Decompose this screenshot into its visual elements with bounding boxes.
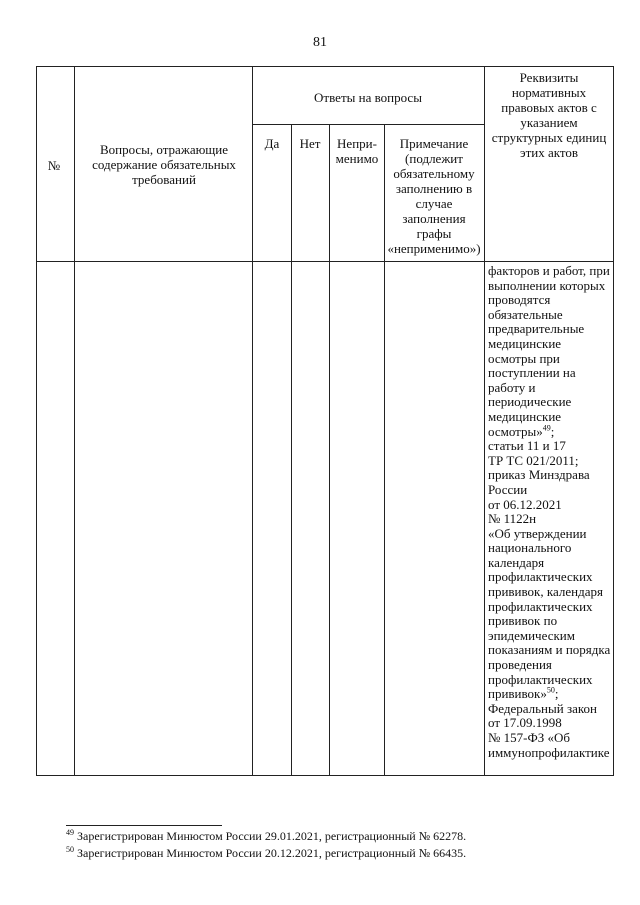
- footnote-50: [66, 846, 466, 861]
- requirements-table: [36, 66, 614, 776]
- header-no: Нет: [299, 136, 321, 151]
- header-yes: Да: [264, 136, 280, 151]
- footnote-ref-49: 49: [542, 423, 551, 433]
- requisites-line: предварительные: [488, 321, 585, 337]
- header-question: Вопросы, отражающие содержание обязательных требований: [92, 142, 236, 187]
- footnote-number: 50: [66, 845, 74, 854]
- table-border-top: [36, 66, 614, 67]
- requisites-line: Федеральный закон: [488, 700, 597, 716]
- header-requisites: Реквизиты нормативных правовых актов с указанием структурных единиц этих актов: [491, 70, 607, 160]
- requisites-line: иммунопрофилактике: [488, 744, 610, 760]
- column-divider: [484, 66, 485, 776]
- requisites-line: медицинские: [488, 408, 562, 424]
- column-divider: [384, 124, 385, 776]
- header-note: Примечание (подлежит обязательному заполнению в случае заполнения графы «неприменимо»): [387, 136, 481, 256]
- requisites-line: показаниям и порядка: [488, 642, 611, 658]
- footnote-text: Зарегистрирован Минюстом России 29.01.2021, регистрационный № 62278.: [74, 829, 467, 843]
- ref-suffix: ;: [550, 423, 555, 439]
- requisites-line: статьи 11 и 17: [488, 438, 566, 454]
- header-answers: Ответы на вопросы: [314, 90, 422, 105]
- requisites-line: медицинские: [488, 335, 562, 351]
- requisites-line: работу и: [488, 379, 536, 395]
- requisites-line: России: [488, 481, 528, 497]
- requisites-line: профилактических: [488, 598, 593, 614]
- footnote-number: 49: [66, 828, 74, 837]
- answers-subheader-divider: [252, 124, 484, 125]
- column-divider: [291, 124, 292, 776]
- requisites-line: национального: [488, 540, 572, 556]
- requisites-line: № 1122н: [488, 511, 537, 527]
- header-number: №: [47, 158, 61, 173]
- column-divider: [74, 66, 75, 776]
- table-border-bottom: [36, 775, 614, 776]
- requisites-line: выполнении которых: [488, 277, 606, 293]
- requisites-line: № 157-ФЗ «Об: [488, 730, 571, 745]
- requisites-line: приказ Минздрава: [488, 467, 590, 483]
- requisites-line: ТР ТС 021/2011;: [488, 452, 579, 468]
- requisites-line: прививок по: [488, 613, 558, 629]
- column-divider: [329, 124, 330, 776]
- requisites-cell: [488, 264, 614, 760]
- footnote-text: Зарегистрирован Минюстом России 20.12.2021, регистрационный № 66435.: [74, 846, 467, 860]
- requisites-line-with-ref: [488, 425, 614, 440]
- requisites-line: осмотры»: [488, 423, 543, 439]
- requisites-line: профилактических: [488, 569, 593, 585]
- requisites-line: периодические: [488, 394, 572, 410]
- requisites-line: эпидемическим: [488, 627, 575, 643]
- requisites-line: профилактических: [488, 671, 593, 687]
- footnote-ref-50: 50: [546, 685, 555, 695]
- requisites-line: проведения: [488, 657, 552, 673]
- header-bottom-divider: [36, 261, 614, 262]
- ref-suffix: ;: [554, 686, 559, 702]
- footnote-separator: [66, 825, 222, 826]
- page-number: 81: [313, 35, 327, 50]
- requisites-line: факторов и работ, при: [488, 263, 610, 278]
- footnote-49: [66, 829, 466, 844]
- requisites-line: «Об утверждении: [488, 525, 587, 541]
- requisites-line: прививок, календаря: [488, 584, 603, 600]
- header-not-applicable: Непри-менимо: [335, 136, 379, 166]
- requisites-line-with-ref: [488, 687, 614, 702]
- requisites-line: календаря: [488, 554, 545, 570]
- requisites-line: от 06.12.2021: [488, 496, 562, 512]
- column-divider: [252, 66, 253, 776]
- requisites-line: обязательные: [488, 306, 563, 322]
- requisites-line: осмотры при: [488, 350, 560, 366]
- requisites-line: прививок»: [488, 686, 547, 702]
- requisites-line: проводятся: [488, 292, 551, 308]
- requisites-line: от 17.09.1998: [488, 715, 562, 731]
- requisites-line: поступлении на: [488, 365, 576, 381]
